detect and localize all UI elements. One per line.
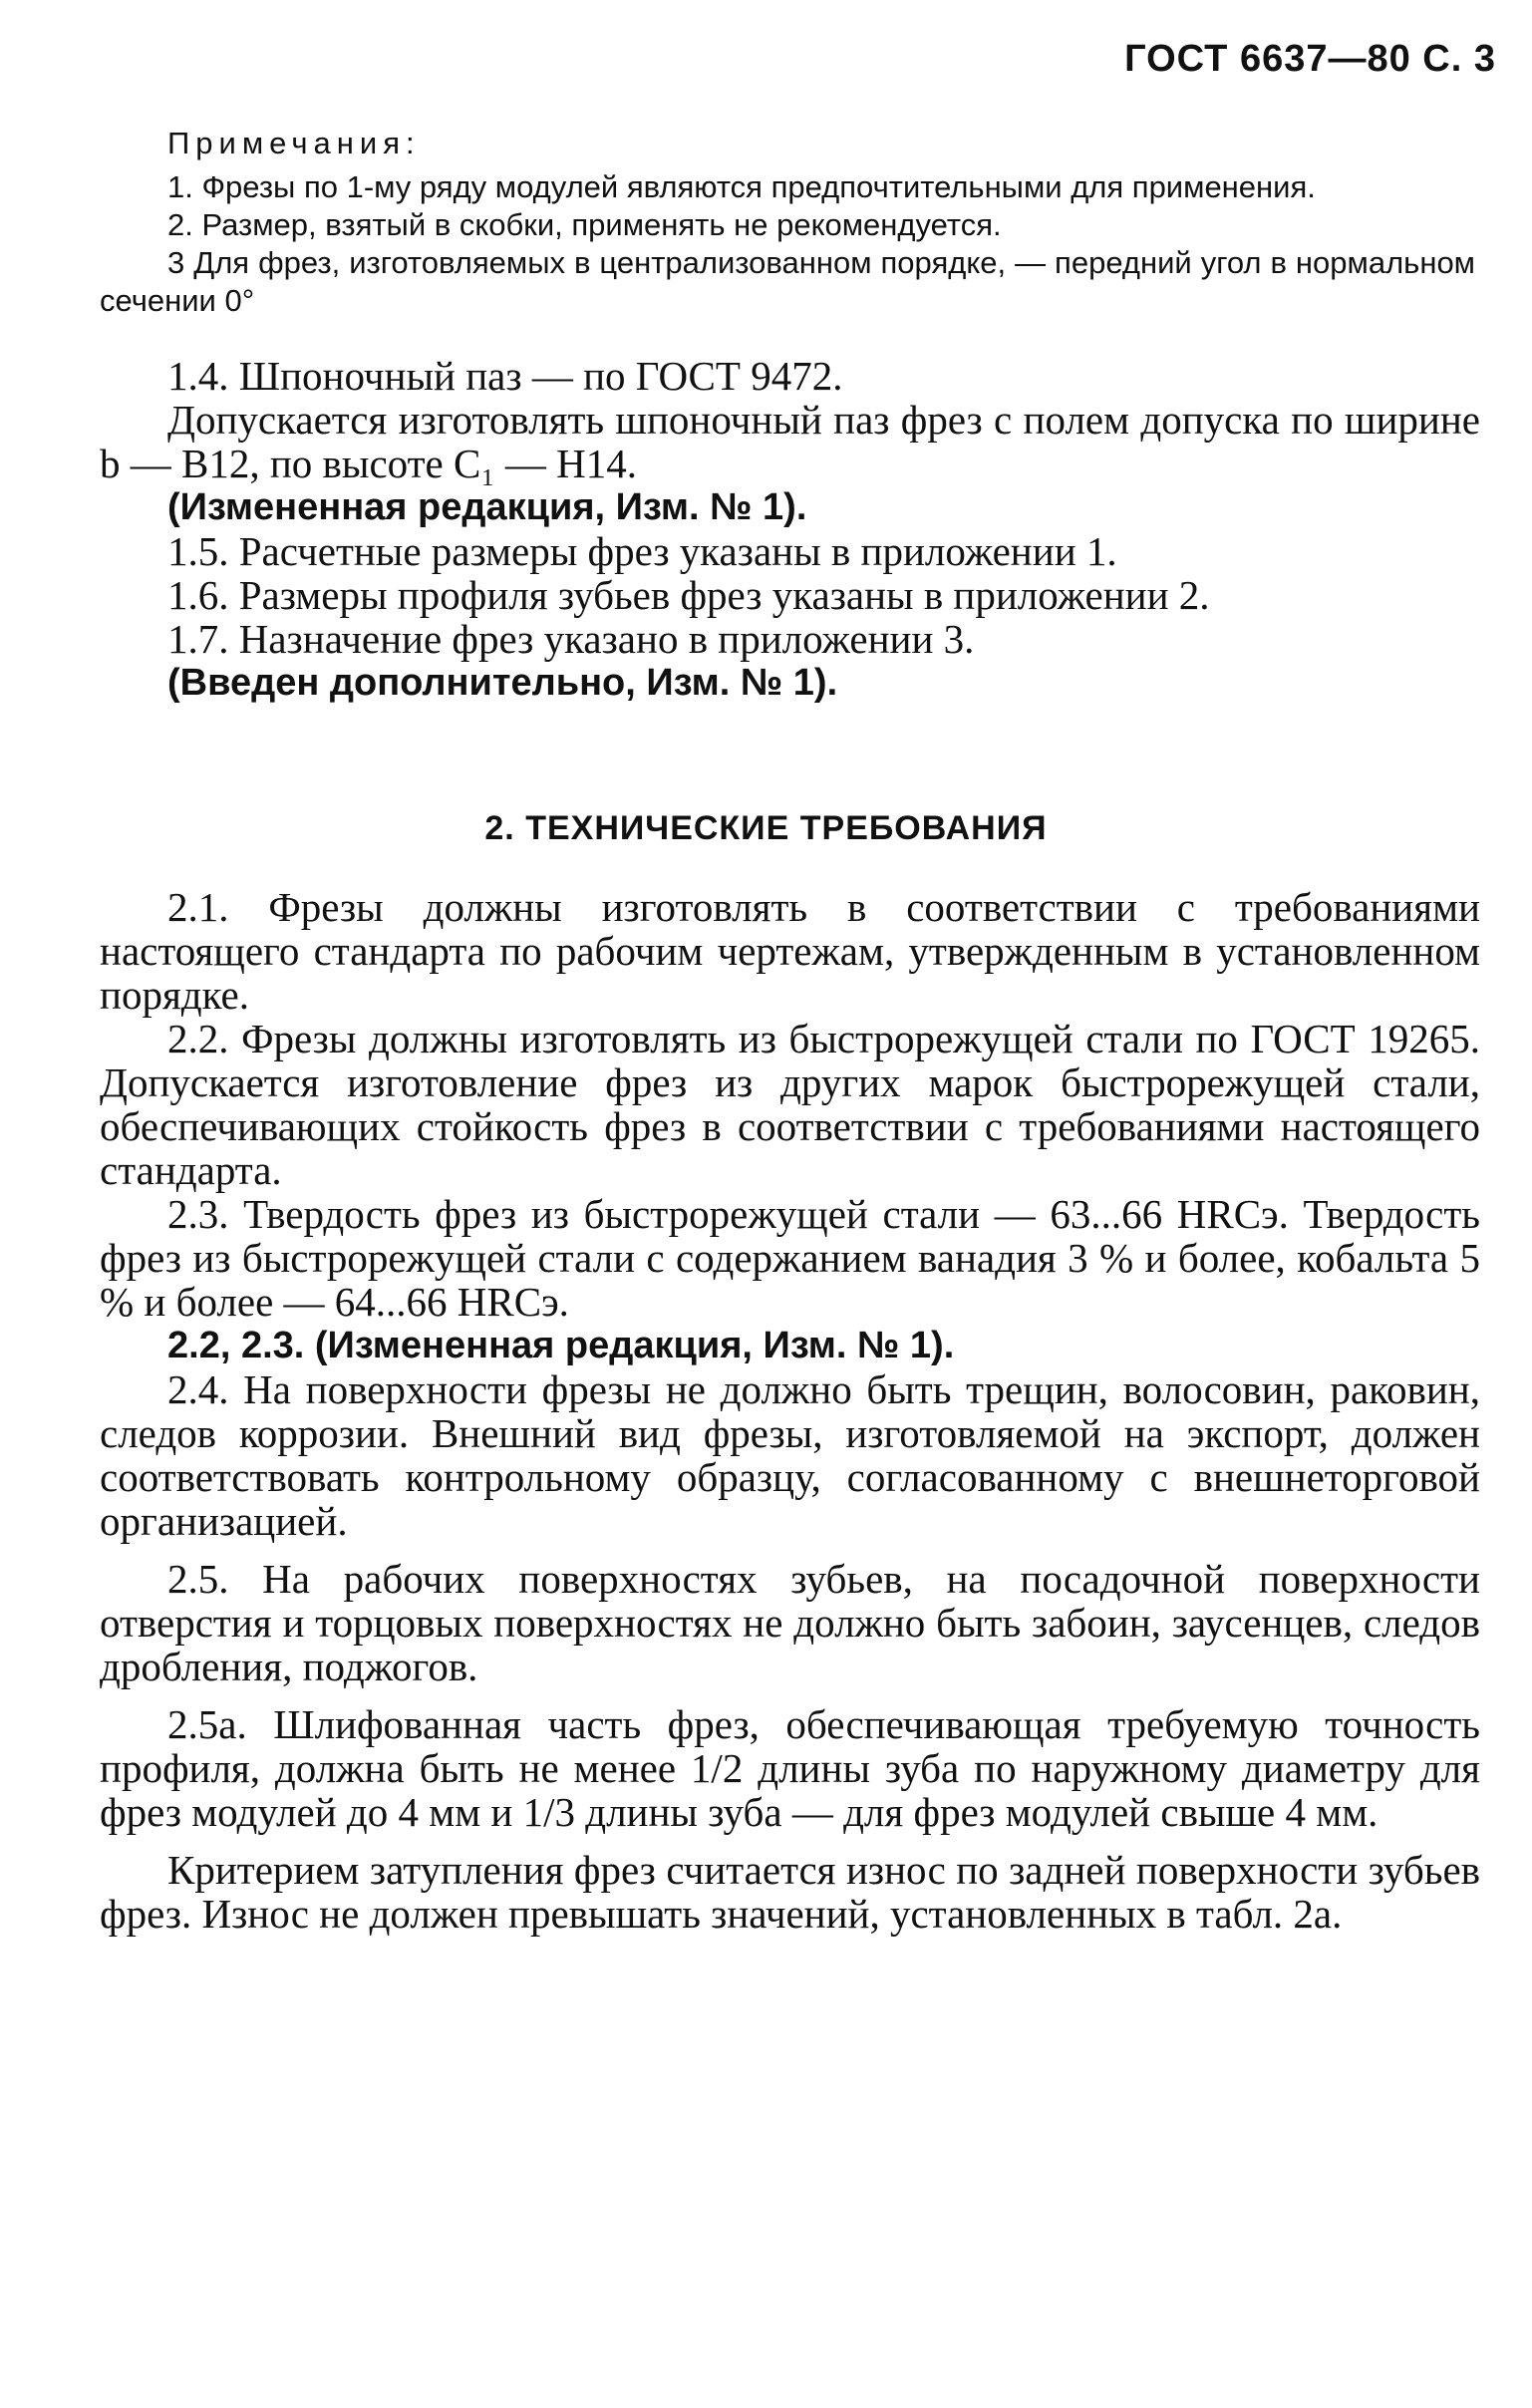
note-item: 2. Размер, взятый в скобки, применять не рекомендуется. xyxy=(167,207,1002,242)
clause-2-4: 2.4. На поверхности фрезы не должно быть трещин, волосовин, раковин, следов коррозии. Внешний вид фрезы, изготовляемой на экспорт, должен соответствовать контрольному образцу, согласованному с внешнеторговой организацией. xyxy=(100,1366,1480,1544)
amendment-note: (Введен дополнительно, Изм. № 1). xyxy=(167,662,838,704)
clause-1-7: 1.7. Назначение фрез указано в приложении 3. xyxy=(167,616,975,662)
notes-block xyxy=(100,125,1475,320)
notes-title: Примечания: xyxy=(167,126,421,160)
amendment-note: 2.2, 2.3. (Измененная редакция, Изм. № 1). xyxy=(167,1325,955,1366)
clause-1-4: 1.4. Шпоночный паз — по ГОСТ 9472. xyxy=(167,353,843,399)
clause-2-5a: 2.5а. Шлифованная часть фрез, обеспечивающая требуемую точность профиля, должна быть не менее 1/2 длины зуба по наружному диаметру для фрез модулей до 4 мм и 1/3 длины зуба — для фрез модулей свыше 4 мм. xyxy=(100,1701,1480,1835)
clause-2-5: 2.5. На рабочих поверхностях зубьев, на посадочной поверхности отверстия и торцовых поверхностях не должно быть забоин, заусенцев, следов дробления, поджогов. xyxy=(100,1556,1480,1689)
clause-2-2: 2.2. Фрезы должны изготовлять из быстрорежущей стали по ГОСТ 19265. Допускается изготовление фрез из других марок быстрорежущей стали, обеспечивающих стойкость фрез в соответствии с требованиями настоящего стандарта. xyxy=(100,1016,1480,1193)
clause-2-1: 2.1. Фрезы должны изготовлять в соответствии с требованиями настоящего стандарта по рабочим чертежам, утвержденным в установленном порядке. xyxy=(100,884,1480,1018)
amendment-note: (Измененная редакция, Изм. № 1). xyxy=(167,486,807,528)
note-item: 1. Фрезы по 1-му ряду модулей являются предпочтительными для применения. xyxy=(167,169,1316,204)
clause-1-6: 1.6. Размеры профиля зубьев фрез указаны в приложении 2. xyxy=(167,572,1210,618)
page-header: ГОСТ 6637—80 С. 3 xyxy=(1124,38,1496,80)
note-item: 3 Для фрез, изготовляемых в централизованном порядке, — передний угол в нормальном сечении 0° xyxy=(100,245,1475,318)
clauses-block xyxy=(100,354,1480,705)
wear-criterion: Критерием затупления фрез считается износ по задней поверхности зубьев фрез. Износ не должен превышать значений, установленных в табл. 2а. xyxy=(100,1847,1480,1937)
clause-2-3: 2.3. Твердость фрез из быстрорежущей стали — 63...66 HRCэ. Твердость фрез из быстрорежущей стали с содержанием ванадия 3 % и более, кобальта 5 % и более — 64...66 HRCэ. xyxy=(100,1191,1480,1325)
section-title: 2. ТЕХНИЧЕСКИЕ ТРЕБОВАНИЯ xyxy=(484,809,1048,847)
clause-1-4-tolerance: Допускается изготовлять шпоночный паз фрез с полем допуска по ширине b — В12, по высоте C₁ — Н14. xyxy=(100,397,1480,486)
clause-1-5: 1.5. Расчетные размеры фрез указаны в приложении 1. xyxy=(167,528,1117,574)
section-body xyxy=(100,885,1480,1936)
